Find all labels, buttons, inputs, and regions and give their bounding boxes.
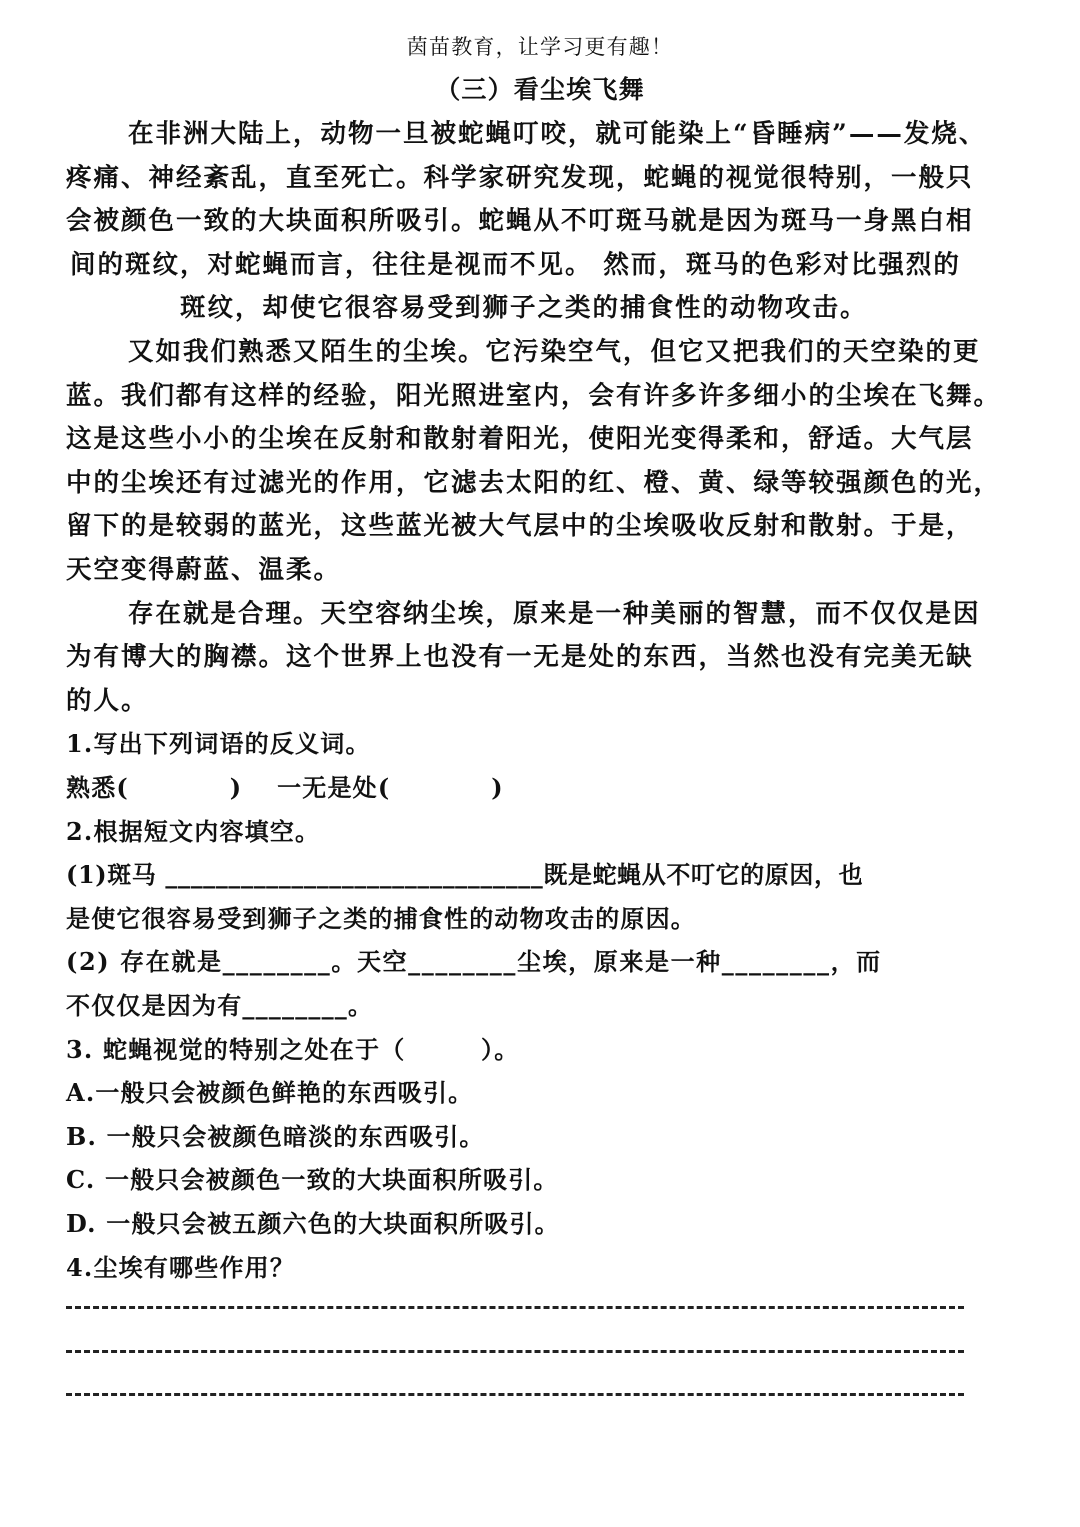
question-3-option-c[interactable]: C. 一般只会被颜色一致的大块面积所吸引。 [66,1165,559,1194]
passage-line: 斑纹，却使它很容易受到狮子之类的捕食性的动物攻击。 [180,293,868,323]
page-title: （三）看尘埃飞舞 [435,75,645,104]
question-4-prompt: 4.尘埃有哪些作用？ [66,1253,296,1282]
header: 茵苗教育，让学习更有趣！ [406,35,674,59]
passage-line: 会被颜色一致的大块面积所吸引。蛇蝇从不叮斑马就是因为斑马一身黑白相 [66,206,974,236]
question-1-blanks[interactable]: 熟悉( ) 一无是处( ) [66,773,504,802]
question-1-prompt: 1.写出下列词语的反义词。 [66,729,371,758]
passage-line: 中的尘埃还有过滤光的作用，它滤去太阳的红、橙、黄、绿等较强颜色的光， [66,468,1002,498]
question-2-part1-line1[interactable]: (1)斑马 ______________________________既是蛇蝇从不叮它的原因，也 [66,860,864,889]
question-2-part1-line2: 是使它很容易受到狮子之类的捕食性的动物攻击的原因。 [66,904,696,933]
passage-line: 又如我们熟悉又陌生的尘埃。它污染空气，但它又把我们的天空染的更 [128,337,981,367]
question-2-part2-line1[interactable]: (2) 存在就是________。天空________尘埃，原来是一种________，而 [66,947,882,976]
passage-line: 天空变得蔚蓝、温柔。 [66,555,342,585]
passage-line: 为有博大的胸襟。这个世界上也没有一无是处的东西，当然也没有完美无缺 [66,642,974,672]
passage-line: 在非洲大陆上，动物一旦被蛇蝇叮咬，就可能染上“昏睡病”——发烧、 [128,119,987,149]
question-3-option-a[interactable]: A.一般只会被颜色鲜艳的东西吸引。 [66,1078,474,1107]
question-2-prompt: 2.根据短文内容填空。 [66,817,321,846]
passage-line: 存在就是合理。天空容纳尘埃，原来是一种美丽的智慧，而不仅仅是因 [128,599,981,629]
passage-line: 疼痛、神经紊乱，直至死亡。科学家研究发现，蛇蝇的视觉很特别，一般只 [66,163,974,193]
answer-line[interactable] [66,1350,964,1353]
passage-line: 的人。 [66,686,149,716]
question-2-part2-line2[interactable]: 不仅仅是因为有________。 [66,991,374,1020]
question-3-option-b[interactable]: B. 一般只会被颜色暗淡的东西吸引。 [66,1122,485,1151]
question-3-prompt[interactable]: 3. 蛇蝇视觉的特别之处在于（ ）。 [66,1035,520,1064]
passage-line: 留下的是较弱的蓝光，这些蓝光被大气层中的尘埃吸收反射和散射。于是， [66,511,974,541]
question-3-option-d[interactable]: D. 一般只会被五颜六色的大块面积所吸引。 [66,1209,560,1238]
passage-line: 蓝。我们都有这样的经验，阳光照进室内，会有许多许多细小的尘埃在飞舞。 [66,381,1002,411]
passage-line: 间的斑纹，对蛇蝇而言，往往是视而不见。 然而，斑马的色彩对比强烈的 [70,250,961,280]
answer-line[interactable] [66,1306,964,1309]
answer-line[interactable] [66,1393,964,1396]
passage-line: 这是这些小小的尘埃在反射和散射着阳光，使阳光变得柔和，舒适。大气层 [66,424,974,454]
